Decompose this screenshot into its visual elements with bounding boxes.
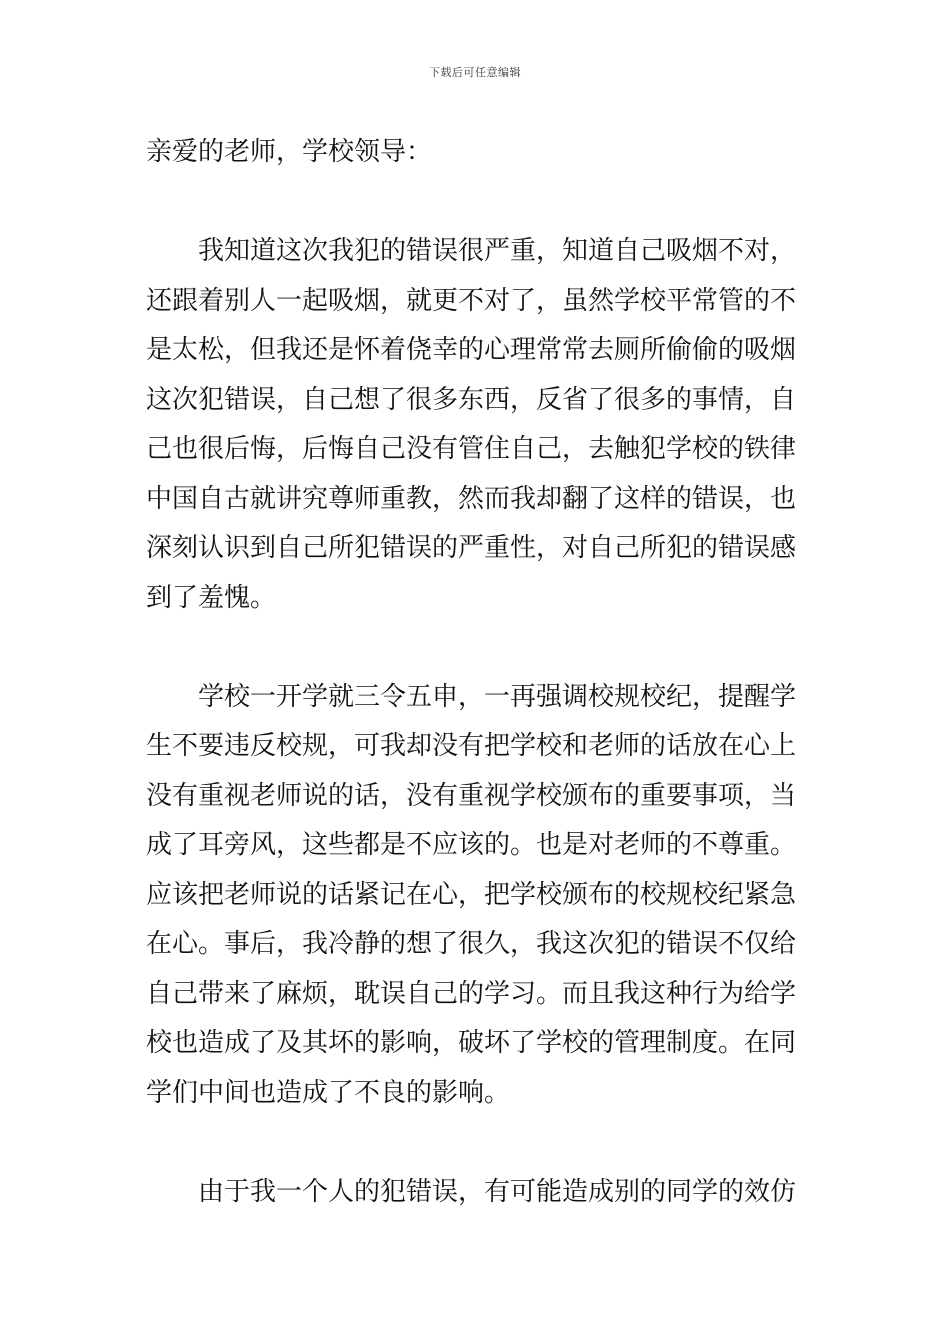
paragraph-line: 由于我一个人的犯错误，有可能造成别的同学的效仿	[198, 1176, 797, 1207]
paragraph-line: 在心。事后，我冷静的想了很久，我这次犯的错误不仅给	[146, 929, 797, 959]
paragraph-line: 应该把老师说的话紧记在心，把学校颁布的校规校纪紧急	[146, 879, 797, 910]
paragraph-gap	[146, 178, 808, 228]
paragraph-line: 是太松，但我还是怀着侥幸的心理常常去厕所偷偷的吸烟	[146, 335, 797, 365]
paragraph-line: 还跟着别人一起吸烟，就更不对了，虽然学校平常管的不	[146, 285, 797, 316]
paragraph-line: 校也造成了及其坏的影响，破坏了学校的管理制度。在同	[146, 1028, 797, 1058]
paragraph-line: 学们中间也造成了不良的影响。	[146, 1077, 511, 1108]
paragraph-1	[146, 227, 808, 623]
paragraph-line: 己也很后悔，后悔自己没有管住自己，去触犯学校的铁律	[146, 434, 797, 464]
paragraph-line: 深刻认识到自己所犯错误的严重性，对自己所犯的错误感	[146, 533, 797, 563]
paragraph-gap	[146, 1118, 808, 1168]
paragraph-2	[146, 673, 808, 1119]
paragraph-line: 没有重视老师说的话，没有重视学校颁布的重要事项，当	[146, 780, 797, 811]
paragraph-line: 这次犯错误，自己想了很多东西，反省了很多的事情，自	[146, 384, 797, 415]
paragraph-line: 生不要违反校规，可我却没有把学校和老师的话放在心上	[146, 731, 797, 761]
paragraph-line: 到了羞愧。	[146, 582, 277, 613]
paragraph-gap	[146, 623, 808, 673]
page-header-note: 下载后可任意编辑	[429, 66, 521, 79]
paragraph-3	[146, 1168, 808, 1218]
paragraph-line: 自己带来了麻烦，耽误自己的学习。而且我这种行为给学	[146, 978, 797, 1009]
paragraph-line: 中国自古就讲究尊师重教，然而我却翻了这样的错误，也	[146, 483, 797, 514]
paragraph-line: 学校一开学就三令五申，一再强调校规校纪，提醒学	[198, 681, 797, 712]
letter-body	[146, 128, 808, 1217]
salutation: 亲爱的老师，学校领导：	[146, 137, 433, 167]
paragraph-line: 我知道这次我犯的错误很严重，知道自己吸烟不对，	[198, 236, 797, 266]
paragraph-line: 成了耳旁风，这些都是不应该的。也是对老师的不尊重。	[146, 830, 797, 860]
